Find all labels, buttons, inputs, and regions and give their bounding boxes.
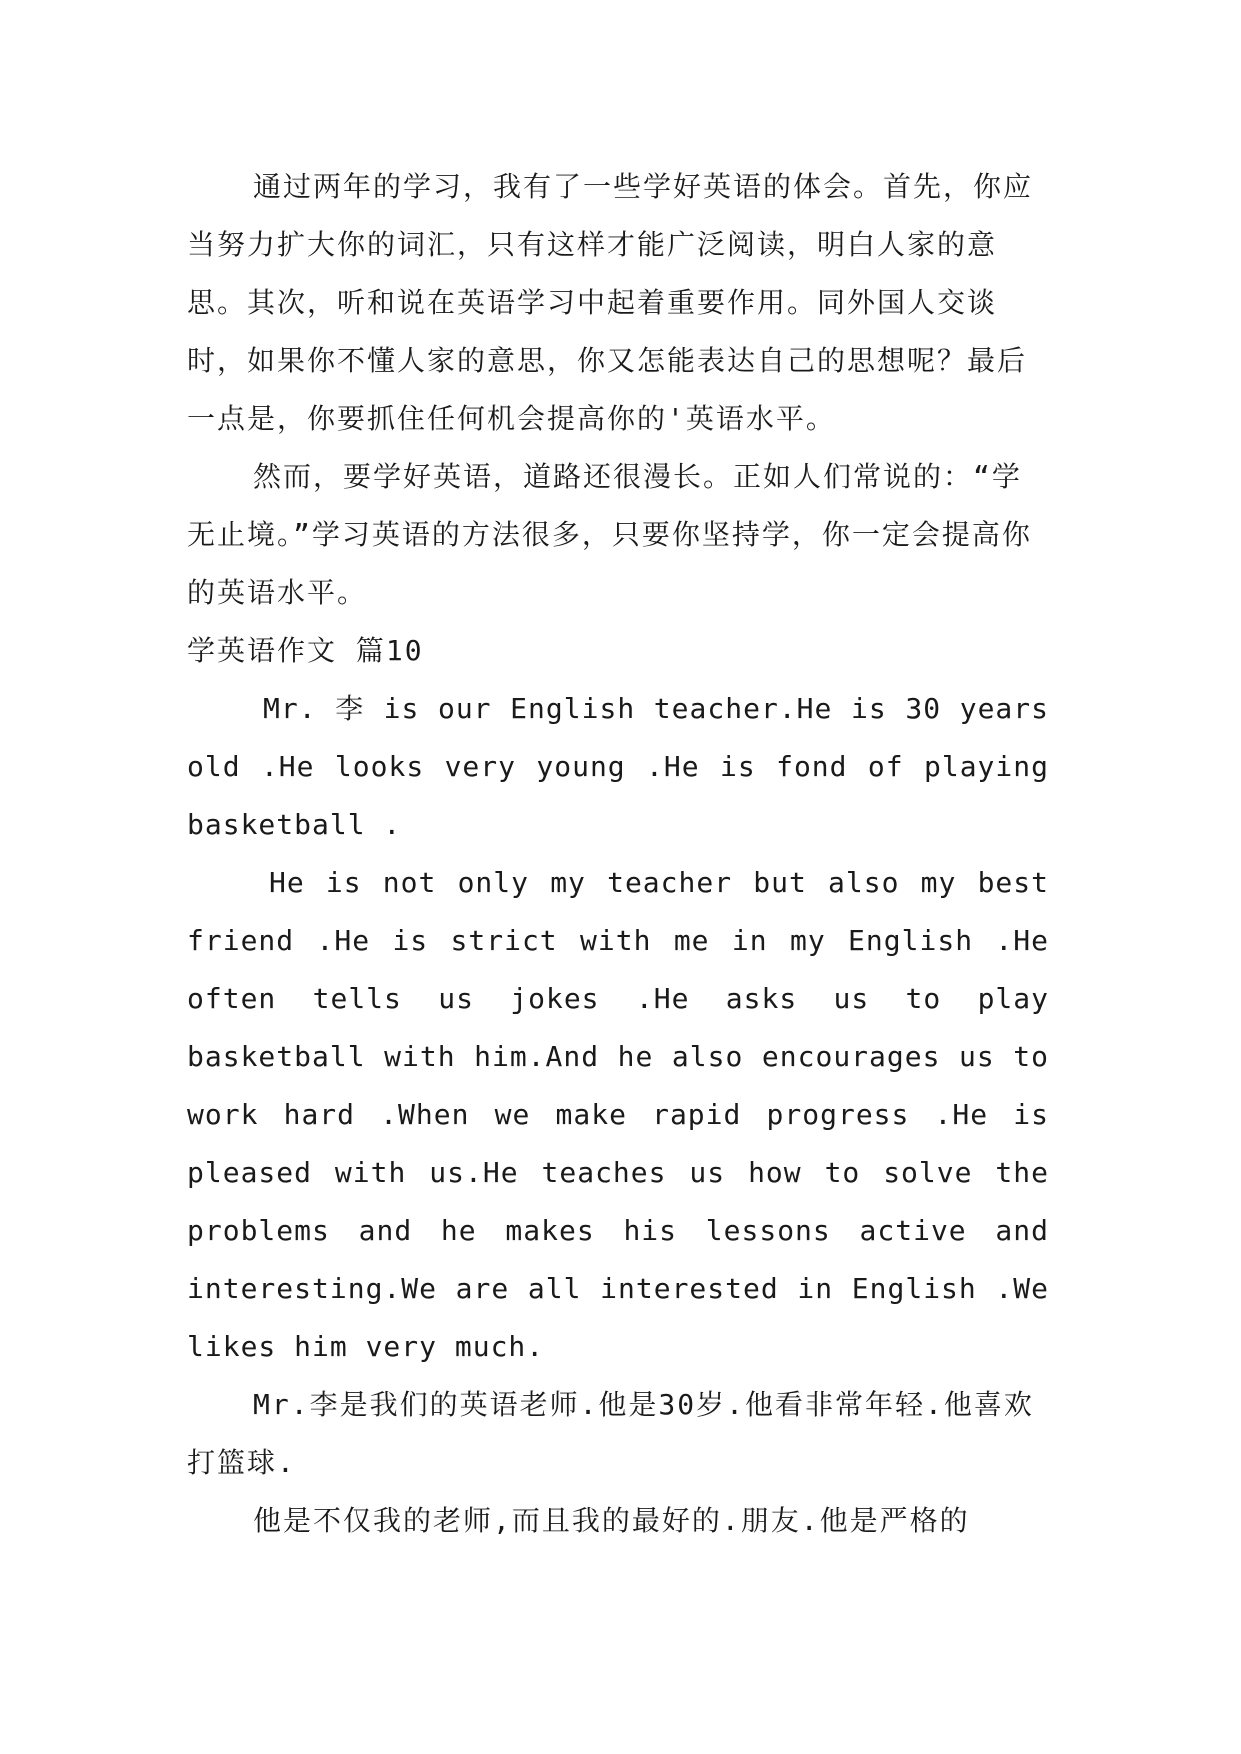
paragraph-teacher-intro-en: Mr. 李 is our English teacher.He is 30 years old .He looks very young .He is fond of playing basketball . bbox=[187, 692, 1049, 841]
paragraph-learning-experience: 通过两年的学习，我有了一些学好英语的体会。首先，你应当努力扩大你的词汇，只有这样才能广泛阅读，明白人家的意思。其次，听和说在英语学习中起着重要作用。同外国人交谈时，如果你不懂人家的意思，你又怎能表达自己的思想呢？最后一点是，你要抓住任何机会提高你的'英语水平。 bbox=[187, 170, 1034, 435]
paragraph-teacher-friend-cn: 他是不仅我的老师,而且我的最好的.朋友.他是严格的 bbox=[253, 1504, 970, 1537]
document-page bbox=[187, 158, 1049, 1550]
paragraph-teacher-intro-cn: Mr.李是我们的英语老师.他是30岁.他看非常年轻.他喜欢打篮球. bbox=[187, 1388, 1034, 1479]
section-heading: 学英语作文 篇10 bbox=[187, 634, 424, 667]
paragraph-teacher-friend-en: He is not only my teacher but also my best friend .He is strict with me in my English .He often tells us jokes .He asks us to play basketball with him.And he also encourages us to work hard .When we make rapid progress .He is pleased with us.He teaches us how to solve the problems and he makes his lessons active and interesting.We are all interested in English .We likes him very much. bbox=[187, 866, 1049, 1363]
paragraph-long-road: 然而，要学好英语，道路还很漫长。正如人们常说的：“学无止境。”学习英语的方法很多，只要你坚持学，你一定会提高你的英语水平。 bbox=[187, 460, 1032, 609]
